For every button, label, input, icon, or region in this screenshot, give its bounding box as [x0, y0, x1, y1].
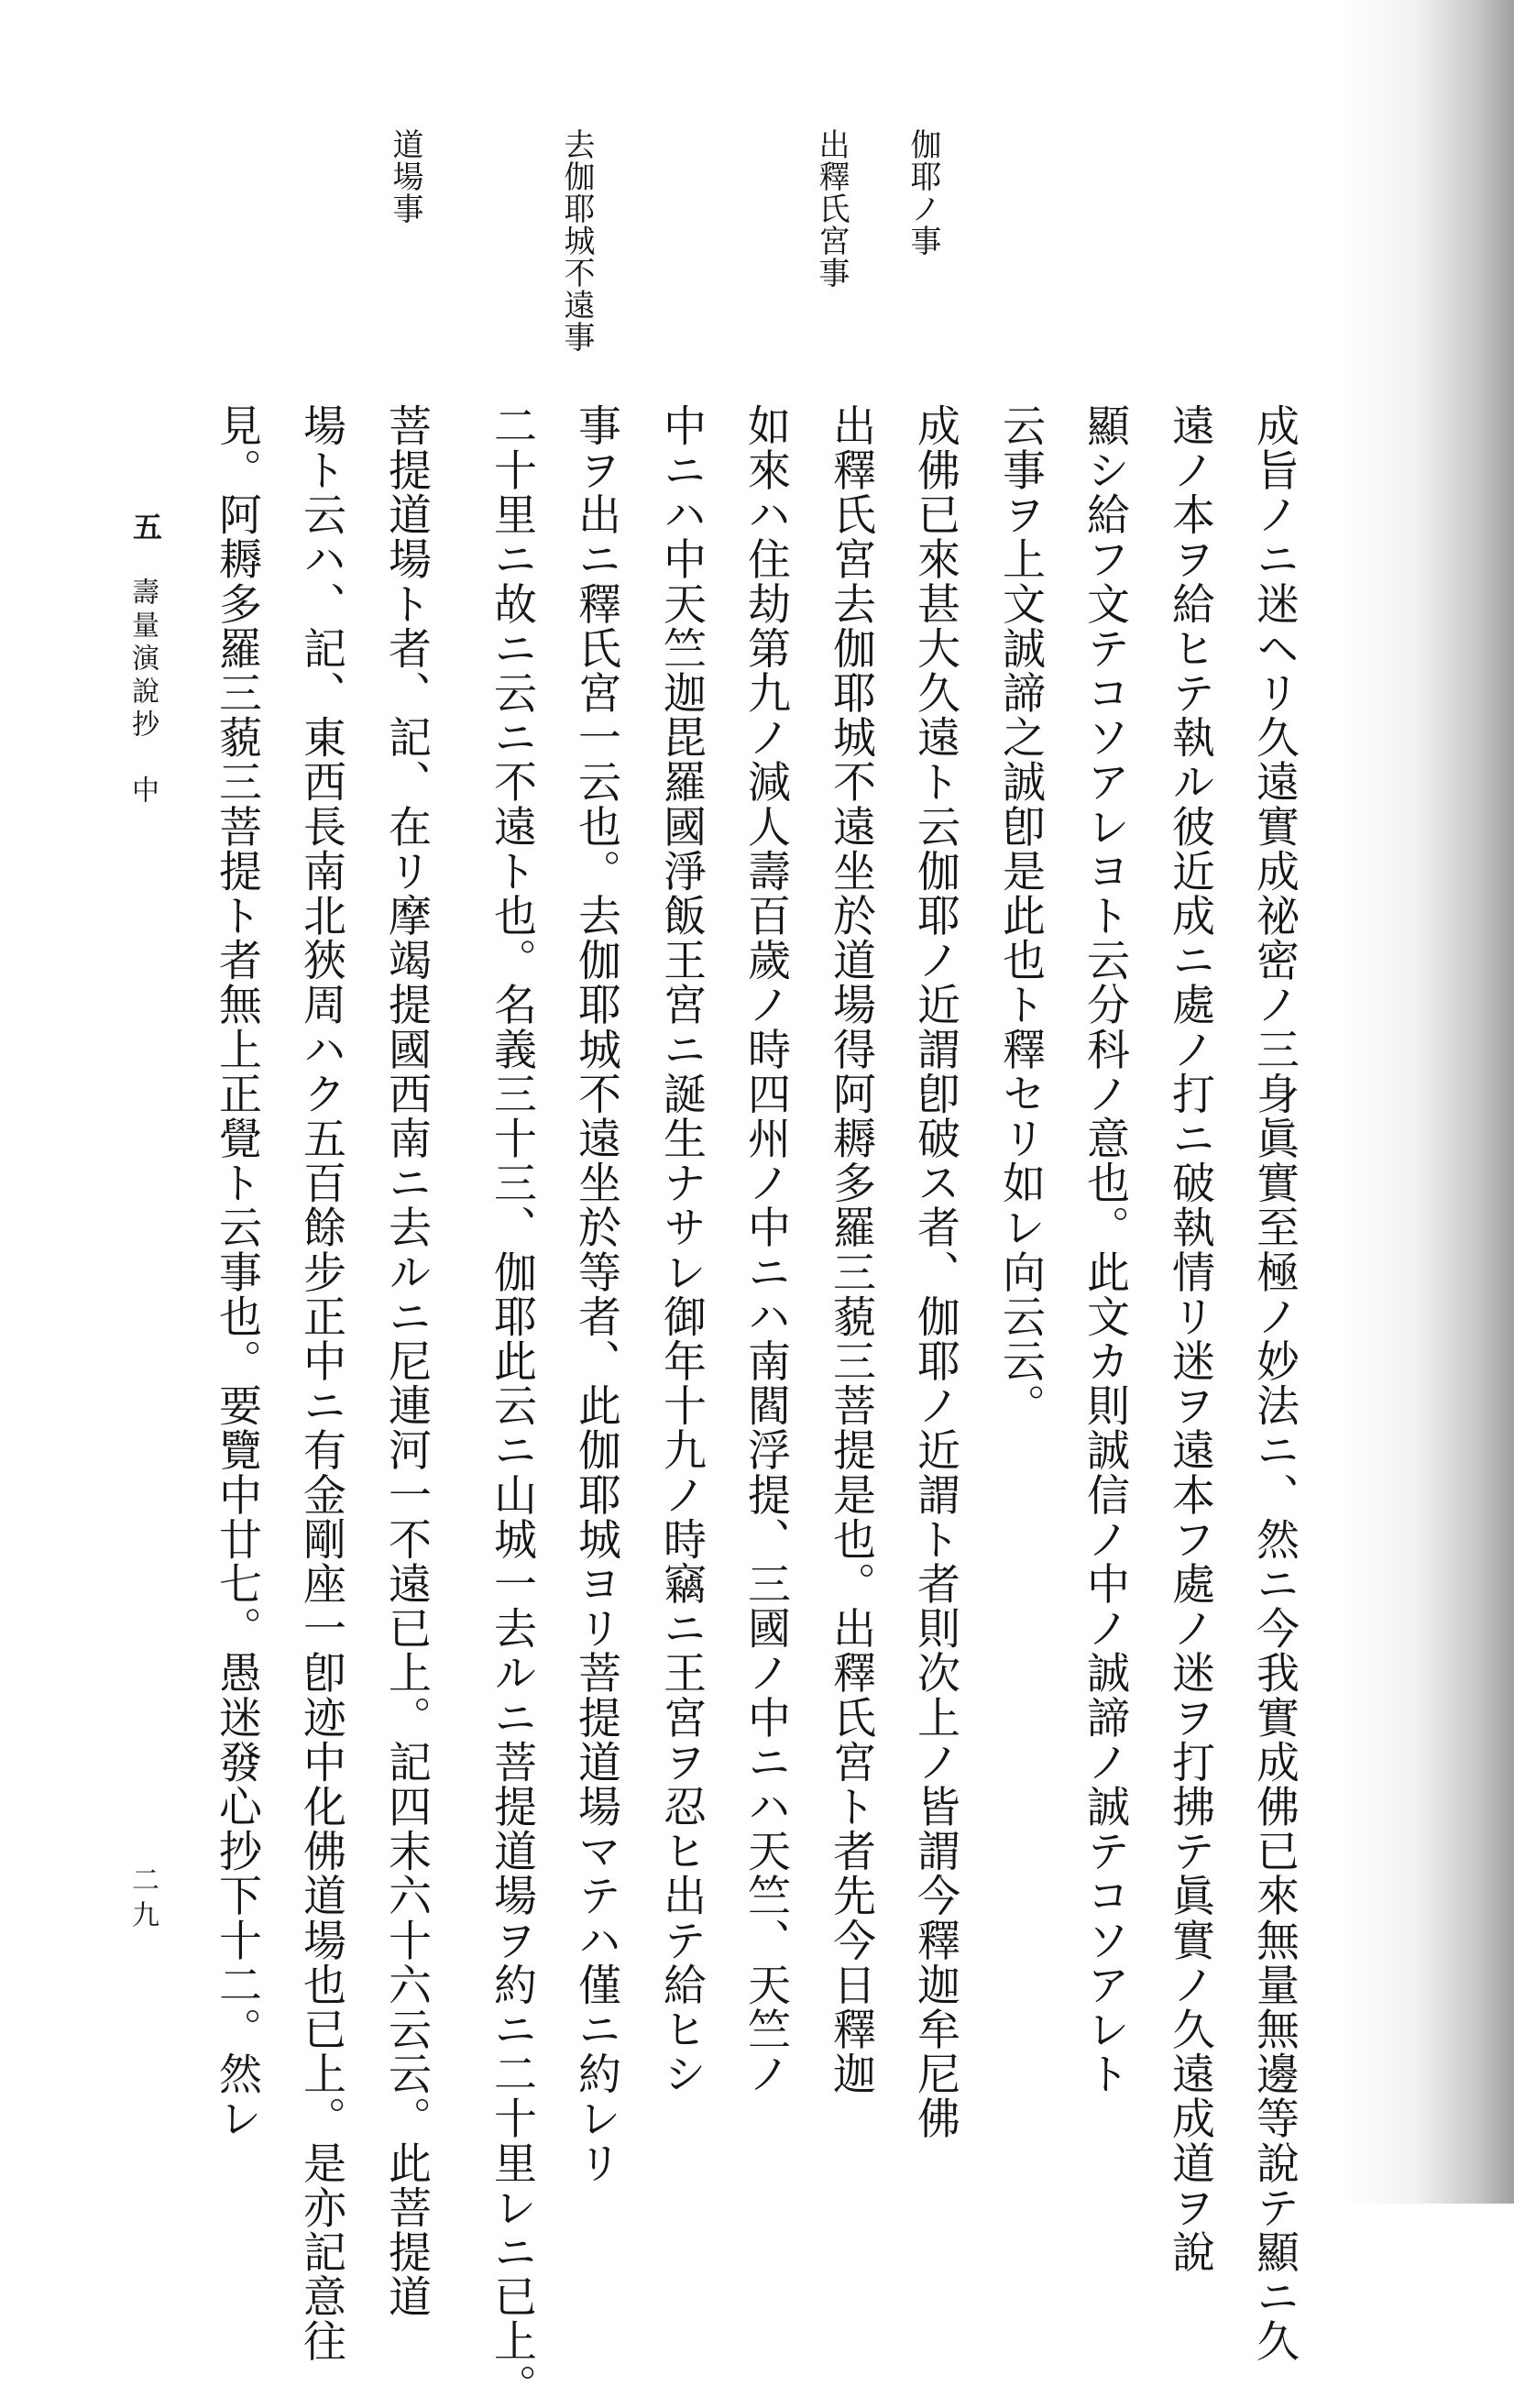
text-line: 顯シ給フ文テコソアレヨト云分科ノ意也。此文カ則誠信ノ中ノ誠諦ノ誠テコソアレト	[1080, 403, 1130, 2096]
text-line: 成佛已來甚大久遠ト云伽耶ノ近謂卽破ス者、伽耶ノ近謂ト者則次上ノ皆謂今釋迦牟尼佛	[910, 403, 960, 2141]
margin-note-shussyakushi: 出釋氏宮事	[813, 128, 850, 289]
page-number: 二九	[126, 1865, 159, 1935]
running-title: 壽量演說抄 中	[126, 577, 159, 808]
margin-note-gayajo: 去伽耶城不遠事	[558, 128, 595, 353]
margin-note-dojo: 道場事	[387, 128, 423, 225]
text-line: 成旨ノニ迷ヘリ久遠實成祕密ノ三身眞實至極ノ妙法ニ、然ニ今我實成佛已來無量無邊等說テ顯ニ久	[1249, 403, 1300, 2364]
text-line: 出釋氏宮去伽耶城不遠坐於道場得阿耨多羅三藐三菩提是也。出釋氏宮ト者先今日釋迦	[826, 403, 876, 2096]
text-line: 中ニハ中天竺迦毘羅國淨飯王宮ニ誕生ナサレ御年十九ノ時竊ニ王宮ヲ忍ヒ出テ給ヒシ	[656, 403, 707, 2096]
margin-note-gaya: 伽耶ノ事	[905, 128, 941, 257]
text-line: 二十里ニ故ニ云ニ不遠ト也。名義三十三、伽耶此云ニ山城一去ルニ菩提道場ヲ約ニ二十里レニ已上。	[487, 403, 537, 2408]
text-line: 如來ハ住劫第九ノ減人壽百歲ノ時四州ノ中ニハ南閻浮提、三國ノ中ニハ天竺、天竺ノ	[741, 403, 791, 2096]
text-line: 事ヲ出ニ釋氏宮一云也。去伽耶城不遠坐於等者、此伽耶城ヨリ菩提道場マテハ僅ニ約レリ	[571, 403, 621, 2185]
chapter-number: 五	[128, 511, 163, 541]
text-line: 遠ノ本ヲ給ヒテ執ル彼近成ニ處ノ打ニ破執情リ迷ヲ遠本フ處ノ迷ヲ打拂テ眞實ノ久遠成道ヲ說	[1165, 403, 1215, 2275]
scan-edge-shadow	[1340, 0, 1514, 2204]
text-line: 菩提道場ト者、記、在リ摩竭提國西南ニ去ルニ尼連河一不遠已上。記四末六十六云云。此菩提道	[381, 403, 432, 2319]
text-line: 場ト云ハ、記、東西長南北狹周ハク五百餘步正中ニ有金剛座一卽迹中化佛道場也已上。是亦記意往	[296, 403, 346, 2364]
text-line: 見。阿耨多羅三藐三菩提ト者無上正覺ト云事也。要覽中廿七。愚迷發心抄下十二。然レ	[212, 403, 262, 2141]
text-line: 云事ヲ上文誠諦之誠卽是此也ト釋セリ如レ向云云。	[995, 403, 1046, 1428]
